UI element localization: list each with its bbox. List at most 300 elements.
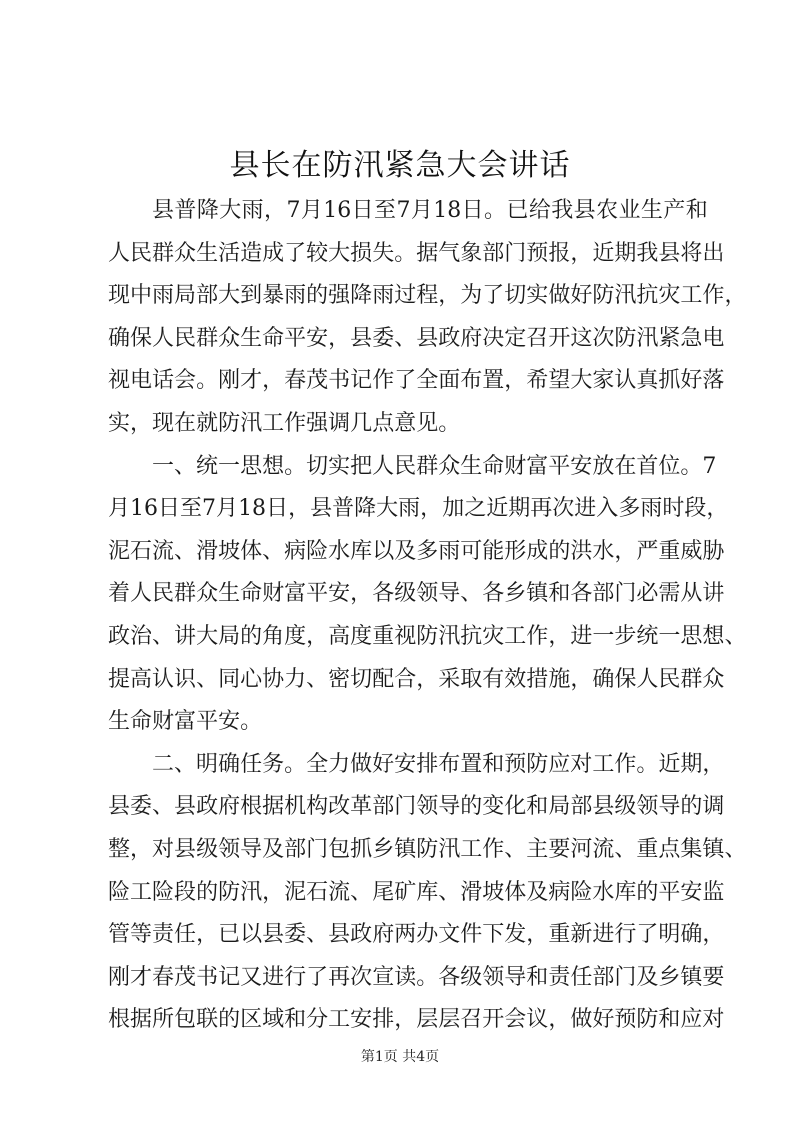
text-glyph: 平 bbox=[548, 453, 571, 479]
text-glyph: 民 bbox=[174, 325, 197, 351]
text-glyph: 召 bbox=[460, 1007, 483, 1033]
text-glyph: 气 bbox=[438, 240, 461, 266]
text-glyph: 为 bbox=[460, 283, 483, 309]
text-glyph: 力 bbox=[328, 751, 351, 777]
text-glyph: 进 bbox=[570, 623, 593, 649]
text-glyph: 。 bbox=[196, 368, 219, 394]
text-glyph: 7 bbox=[202, 496, 217, 522]
text-glyph: 群 bbox=[174, 581, 197, 607]
text-glyph: 的 bbox=[460, 794, 483, 820]
text-glyph: 导 bbox=[240, 836, 263, 862]
text-glyph: 责 bbox=[152, 922, 175, 948]
text-glyph: 讲 bbox=[174, 623, 197, 649]
text-glyph: 点 bbox=[658, 836, 681, 862]
text-glyph: 门 bbox=[614, 581, 637, 607]
text-glyph: 领 bbox=[482, 964, 505, 990]
text-glyph: 7 bbox=[396, 198, 411, 223]
text-glyph: 一 bbox=[218, 453, 241, 479]
text-glyph: 流 bbox=[152, 538, 175, 564]
text-glyph: 局 bbox=[174, 283, 197, 309]
text-glyph: 强 bbox=[306, 410, 329, 436]
text-glyph: 过 bbox=[394, 283, 417, 309]
text-glyph: 务 bbox=[262, 751, 285, 777]
text-glyph: 应 bbox=[680, 1007, 703, 1033]
text-glyph: 财 bbox=[262, 581, 285, 607]
text-glyph: 效 bbox=[504, 666, 527, 692]
text-glyph: 合 bbox=[394, 666, 417, 692]
text-glyph: 已 bbox=[506, 198, 529, 223]
text-glyph: 、 bbox=[438, 879, 461, 905]
text-glyph: 的 bbox=[548, 538, 571, 564]
text-glyph: 人 bbox=[130, 581, 153, 607]
text-glyph: 急 bbox=[680, 325, 703, 351]
text-glyph: 。 bbox=[284, 453, 307, 479]
text-glyph: 进 bbox=[262, 964, 285, 990]
text-glyph: 下 bbox=[482, 922, 505, 948]
text-line bbox=[108, 999, 725, 1042]
text-glyph: 领 bbox=[218, 836, 241, 862]
text-glyph: ， bbox=[548, 1007, 571, 1033]
text-glyph: 要 bbox=[702, 964, 725, 990]
text-glyph: 电 bbox=[702, 325, 725, 351]
text-glyph: 的 bbox=[240, 623, 263, 649]
text-glyph: 的 bbox=[196, 879, 219, 905]
text-glyph: 提 bbox=[108, 666, 131, 692]
text-glyph: 县 bbox=[174, 794, 197, 820]
text-glyph: 办 bbox=[416, 922, 439, 948]
text-glyph: 产 bbox=[663, 198, 686, 223]
text-glyph: 。 bbox=[438, 410, 461, 436]
text-glyph: 18 bbox=[433, 198, 462, 223]
text-glyph: 期 bbox=[614, 240, 637, 266]
text-line bbox=[108, 446, 717, 489]
text-glyph: 记 bbox=[350, 368, 373, 394]
text-glyph: ， bbox=[438, 283, 461, 309]
text-glyph: 思 bbox=[240, 453, 263, 479]
text-glyph: 、 bbox=[306, 666, 329, 692]
text-glyph: 形 bbox=[504, 538, 527, 564]
text-glyph: 再 bbox=[328, 964, 351, 990]
text-glyph: 中 bbox=[130, 283, 153, 309]
text-glyph: 导 bbox=[438, 794, 461, 820]
text-glyph: 群 bbox=[416, 453, 439, 479]
text-glyph: 平 bbox=[284, 325, 307, 351]
text-glyph: 把 bbox=[350, 453, 373, 479]
text-glyph: 统 bbox=[636, 623, 659, 649]
text-glyph: 洪 bbox=[570, 538, 593, 564]
text-glyph: 、 bbox=[174, 453, 197, 479]
text-glyph: ， bbox=[262, 879, 285, 905]
text-glyph: 和 bbox=[284, 1007, 307, 1033]
text-glyph: 必 bbox=[636, 581, 659, 607]
text-glyph: 现 bbox=[108, 283, 131, 309]
text-glyph: 电 bbox=[130, 368, 153, 394]
text-glyph: 我 bbox=[636, 240, 659, 266]
text-glyph: 月 bbox=[216, 496, 239, 522]
text-glyph: 决 bbox=[482, 325, 505, 351]
text-glyph: 行 bbox=[614, 922, 637, 948]
text-glyph: ， bbox=[328, 325, 351, 351]
text-glyph: 保 bbox=[614, 666, 637, 692]
text-glyph: 步 bbox=[614, 623, 637, 649]
text-glyph: 件 bbox=[460, 922, 483, 948]
text-glyph: 做 bbox=[548, 283, 571, 309]
text-glyph: 任 bbox=[570, 964, 593, 990]
text-glyph: 险 bbox=[108, 879, 131, 905]
text-glyph: 县 bbox=[174, 836, 197, 862]
text-line bbox=[108, 744, 725, 787]
text-glyph: 作 bbox=[372, 368, 395, 394]
text-glyph: 人 bbox=[108, 240, 131, 266]
text-glyph: 作 bbox=[284, 410, 307, 436]
text-glyph: 体 bbox=[240, 538, 263, 564]
text-glyph: 的 bbox=[636, 879, 659, 905]
text-glyph: 加 bbox=[442, 496, 465, 522]
text-glyph: 茂 bbox=[306, 368, 329, 394]
text-line bbox=[108, 531, 725, 574]
text-glyph: 任 bbox=[240, 751, 263, 777]
text-glyph: 、 bbox=[724, 623, 747, 649]
text-glyph: 期 bbox=[680, 751, 703, 777]
text-glyph: 切 bbox=[306, 453, 329, 479]
text-glyph: 大 bbox=[328, 240, 351, 266]
text-glyph: 发 bbox=[504, 922, 527, 948]
text-glyph: 库 bbox=[416, 879, 439, 905]
text-glyph: 对 bbox=[152, 836, 175, 862]
text-glyph: 、 bbox=[174, 751, 197, 777]
text-glyph: 想 bbox=[702, 623, 725, 649]
text-glyph: 根 bbox=[240, 794, 263, 820]
text-glyph: 大 bbox=[196, 623, 219, 649]
text-glyph: 家 bbox=[592, 368, 615, 394]
text-glyph: 视 bbox=[108, 368, 131, 394]
text-glyph: 众 bbox=[218, 325, 241, 351]
text-glyph: 一 bbox=[592, 623, 615, 649]
text-glyph: 工 bbox=[592, 751, 615, 777]
text-glyph: 多 bbox=[416, 538, 439, 564]
text-line bbox=[108, 190, 708, 233]
text-glyph: 泥 bbox=[108, 538, 131, 564]
text-glyph: 配 bbox=[372, 666, 395, 692]
text-glyph: 乡 bbox=[372, 836, 395, 862]
text-glyph: 开 bbox=[548, 325, 571, 351]
text-line bbox=[108, 914, 725, 957]
text-glyph: 包 bbox=[174, 1007, 197, 1033]
text-glyph: 民 bbox=[152, 581, 175, 607]
text-glyph: 。 bbox=[680, 453, 703, 479]
text-glyph: 防 bbox=[526, 751, 549, 777]
text-glyph: 面 bbox=[438, 368, 461, 394]
text-glyph: 改 bbox=[328, 794, 351, 820]
text-line bbox=[108, 488, 729, 531]
text-glyph: 作 bbox=[482, 836, 505, 862]
text-glyph: 书 bbox=[196, 964, 219, 990]
text-glyph: 领 bbox=[416, 581, 439, 607]
text-glyph: 严 bbox=[636, 538, 659, 564]
text-glyph: 变 bbox=[482, 794, 505, 820]
text-glyph: 从 bbox=[680, 581, 703, 607]
text-glyph: 汛 bbox=[438, 836, 461, 862]
text-glyph: ， bbox=[702, 922, 725, 948]
text-glyph: 期 bbox=[508, 496, 531, 522]
text-glyph: 汛 bbox=[438, 623, 461, 649]
text-glyph: 将 bbox=[680, 240, 703, 266]
text-glyph: 重 bbox=[548, 922, 571, 948]
text-glyph: 层 bbox=[438, 1007, 461, 1033]
text-glyph: 18 bbox=[238, 496, 267, 522]
text-glyph: ， bbox=[614, 538, 637, 564]
text-glyph: 心 bbox=[240, 666, 263, 692]
text-glyph: 层 bbox=[416, 1007, 439, 1033]
text-glyph: 及 bbox=[394, 538, 417, 564]
text-glyph: 排 bbox=[416, 751, 439, 777]
text-glyph: 认 bbox=[152, 666, 175, 692]
text-glyph: 定 bbox=[504, 325, 527, 351]
text-glyph: 业 bbox=[618, 198, 641, 223]
text-glyph: 的 bbox=[680, 794, 703, 820]
text-glyph: 生 bbox=[196, 240, 219, 266]
text-glyph: 全 bbox=[306, 751, 329, 777]
text-glyph: 了 bbox=[636, 922, 659, 948]
text-glyph: 讲 bbox=[702, 581, 725, 607]
text-glyph: 有 bbox=[482, 666, 505, 692]
text-glyph: 据 bbox=[262, 794, 285, 820]
text-glyph: 命 bbox=[130, 709, 153, 735]
text-glyph: 度 bbox=[350, 623, 373, 649]
text-glyph: 平 bbox=[306, 581, 329, 607]
text-glyph: 威 bbox=[680, 538, 703, 564]
text-glyph: 采 bbox=[438, 666, 461, 692]
text-glyph: 工 bbox=[680, 283, 703, 309]
text-glyph: 明 bbox=[196, 751, 219, 777]
text-glyph: 和 bbox=[526, 794, 549, 820]
text-glyph: 政 bbox=[350, 922, 373, 948]
text-glyph: 损 bbox=[350, 240, 373, 266]
text-glyph: 重 bbox=[372, 623, 395, 649]
text-glyph: 希 bbox=[526, 368, 549, 394]
text-glyph: 部 bbox=[482, 240, 505, 266]
text-line bbox=[108, 275, 747, 318]
text-glyph: 汛 bbox=[240, 410, 263, 436]
text-glyph: 安 bbox=[328, 581, 351, 607]
text-glyph: 已 bbox=[218, 922, 241, 948]
text-glyph: 监 bbox=[702, 879, 725, 905]
text-glyph: 乡 bbox=[658, 964, 681, 990]
text-glyph: 象 bbox=[460, 240, 483, 266]
text-glyph: 各 bbox=[570, 581, 593, 607]
text-glyph: 委 bbox=[284, 922, 307, 948]
text-glyph: 大 bbox=[570, 368, 593, 394]
text-glyph: 生 bbox=[108, 709, 131, 735]
text-glyph: 施 bbox=[548, 666, 571, 692]
text-glyph: 落 bbox=[702, 368, 725, 394]
text-glyph: 降 bbox=[350, 283, 373, 309]
text-glyph: 级 bbox=[460, 964, 483, 990]
text-glyph: 以 bbox=[372, 538, 395, 564]
text-glyph: 日 bbox=[461, 198, 484, 223]
text-glyph: 委 bbox=[130, 794, 153, 820]
text-glyph: 部 bbox=[372, 794, 395, 820]
text-glyph: 农 bbox=[596, 198, 619, 223]
text-glyph: 镇 bbox=[680, 964, 703, 990]
text-glyph: 协 bbox=[262, 666, 285, 692]
text-glyph: 导 bbox=[504, 964, 527, 990]
text-glyph: 众 bbox=[196, 581, 219, 607]
text-glyph: 、 bbox=[152, 794, 175, 820]
text-glyph: 群 bbox=[680, 666, 703, 692]
text-glyph: 再 bbox=[530, 496, 553, 522]
text-glyph: 水 bbox=[592, 879, 615, 905]
text-glyph: 月 bbox=[300, 198, 323, 223]
text-glyph: 导 bbox=[658, 794, 681, 820]
text-glyph: 排 bbox=[372, 1007, 395, 1033]
text-glyph: 工 bbox=[328, 1007, 351, 1033]
text-glyph: 所 bbox=[152, 1007, 175, 1033]
text-glyph: 雨 bbox=[398, 496, 421, 522]
text-glyph: 给 bbox=[528, 198, 551, 223]
text-glyph: 平 bbox=[196, 709, 219, 735]
text-glyph: 府 bbox=[218, 794, 241, 820]
text-glyph: 书 bbox=[328, 368, 351, 394]
text-glyph: 读 bbox=[394, 964, 417, 990]
text-glyph: 雨 bbox=[241, 198, 264, 223]
text-glyph: 生 bbox=[218, 581, 241, 607]
text-glyph: 日 bbox=[158, 496, 181, 522]
text-glyph: 实 bbox=[108, 410, 131, 436]
text-glyph: 门 bbox=[614, 964, 637, 990]
text-glyph: 导 bbox=[438, 581, 461, 607]
text-glyph: 据 bbox=[416, 240, 439, 266]
text-glyph: 现 bbox=[152, 410, 175, 436]
text-glyph: 人 bbox=[636, 666, 659, 692]
text-glyph: 联 bbox=[196, 1007, 219, 1033]
text-glyph: 度 bbox=[284, 623, 307, 649]
text-glyph: 众 bbox=[702, 666, 725, 692]
text-glyph: 春 bbox=[284, 368, 307, 394]
text-glyph: 据 bbox=[130, 1007, 153, 1033]
text-glyph: 实 bbox=[328, 453, 351, 479]
text-glyph: 镇 bbox=[702, 836, 725, 862]
text-glyph: 府 bbox=[460, 325, 483, 351]
text-glyph: 委 bbox=[372, 325, 395, 351]
text-glyph: 近 bbox=[592, 240, 615, 266]
text-glyph: 、 bbox=[262, 538, 285, 564]
text-glyph: 首 bbox=[636, 453, 659, 479]
text-glyph: 了 bbox=[394, 368, 417, 394]
text-glyph: 域 bbox=[262, 1007, 285, 1033]
text-glyph: 茂 bbox=[174, 964, 197, 990]
text-glyph: 灾 bbox=[658, 283, 681, 309]
text-glyph: 普 bbox=[332, 496, 355, 522]
text-glyph: 部 bbox=[196, 283, 219, 309]
text-glyph: 以 bbox=[240, 922, 263, 948]
text-glyph: ， bbox=[724, 283, 747, 309]
text-glyph: 议 bbox=[526, 1007, 549, 1033]
text-glyph: 领 bbox=[636, 794, 659, 820]
document-title: 县长在防汛紧急大会讲话 bbox=[229, 148, 571, 183]
text-glyph: 、 bbox=[724, 836, 747, 862]
text-glyph: 布 bbox=[438, 751, 461, 777]
text-glyph: 进 bbox=[592, 922, 615, 948]
text-glyph: 能 bbox=[482, 538, 505, 564]
text-glyph: 措 bbox=[526, 666, 549, 692]
text-glyph: 险 bbox=[570, 879, 593, 905]
text-glyph: 责 bbox=[548, 964, 571, 990]
text-glyph: 月 bbox=[410, 198, 433, 223]
text-glyph: ， bbox=[416, 666, 439, 692]
text-glyph: 县 bbox=[262, 922, 285, 948]
text-glyph: 密 bbox=[328, 666, 351, 692]
text-glyph: 人 bbox=[152, 325, 175, 351]
text-glyph: 工 bbox=[262, 410, 285, 436]
text-glyph: 命 bbox=[240, 581, 263, 607]
text-glyph: 位 bbox=[658, 453, 681, 479]
text-glyph: 管 bbox=[108, 922, 131, 948]
text-glyph: 门 bbox=[504, 240, 527, 266]
text-glyph: 重 bbox=[658, 538, 681, 564]
text-glyph: 众 bbox=[174, 240, 197, 266]
text-glyph: 。 bbox=[240, 709, 263, 735]
text-glyph: ， bbox=[702, 751, 725, 777]
text-glyph: 次 bbox=[592, 325, 615, 351]
text-glyph: 这 bbox=[570, 325, 593, 351]
text-glyph: 才 bbox=[130, 964, 153, 990]
text-glyph: 及 bbox=[636, 964, 659, 990]
text-glyph: 对 bbox=[702, 1007, 725, 1033]
text-glyph: 矿 bbox=[394, 879, 417, 905]
text-glyph: 命 bbox=[482, 453, 505, 479]
text-glyph: 财 bbox=[152, 709, 175, 735]
text-glyph: 、 bbox=[306, 922, 329, 948]
text-glyph: 意 bbox=[394, 410, 417, 436]
text-glyph: 确 bbox=[108, 325, 131, 351]
text-glyph: 抗 bbox=[460, 623, 483, 649]
text-glyph: 部 bbox=[284, 836, 307, 862]
text-line bbox=[108, 659, 725, 702]
text-glyph: ， bbox=[262, 368, 285, 394]
text-glyph: 人 bbox=[372, 453, 395, 479]
text-glyph: 主 bbox=[526, 836, 549, 862]
text-glyph: 。 bbox=[284, 751, 307, 777]
text-glyph: ， bbox=[350, 581, 373, 607]
text-glyph: 刚 bbox=[108, 964, 131, 990]
text-glyph: ， bbox=[130, 836, 153, 862]
text-glyph: 好 bbox=[372, 751, 395, 777]
text-glyph: 民 bbox=[394, 453, 417, 479]
text-glyph: 就 bbox=[196, 410, 219, 436]
text-glyph: 好 bbox=[592, 1007, 615, 1033]
text-glyph: 了 bbox=[306, 964, 329, 990]
text-glyph: 县 bbox=[310, 496, 333, 522]
text-glyph: 布 bbox=[460, 368, 483, 394]
text-glyph: 县 bbox=[658, 240, 681, 266]
text-glyph: 可 bbox=[460, 538, 483, 564]
text-glyph: 了 bbox=[284, 240, 307, 266]
text-glyph: 、 bbox=[460, 581, 483, 607]
text-glyph: 见 bbox=[416, 410, 439, 436]
text-line bbox=[108, 872, 725, 915]
text-glyph: 高 bbox=[130, 666, 153, 692]
text-glyph: 、 bbox=[174, 538, 197, 564]
text-glyph: 点 bbox=[372, 410, 395, 436]
text-glyph: 、 bbox=[196, 666, 219, 692]
document-body bbox=[108, 190, 747, 1042]
text-glyph: 县 bbox=[573, 198, 596, 223]
text-glyph: 好 bbox=[570, 283, 593, 309]
text-glyph: 级 bbox=[394, 581, 417, 607]
text-glyph: 集 bbox=[680, 836, 703, 862]
text-glyph: 安 bbox=[306, 325, 329, 351]
